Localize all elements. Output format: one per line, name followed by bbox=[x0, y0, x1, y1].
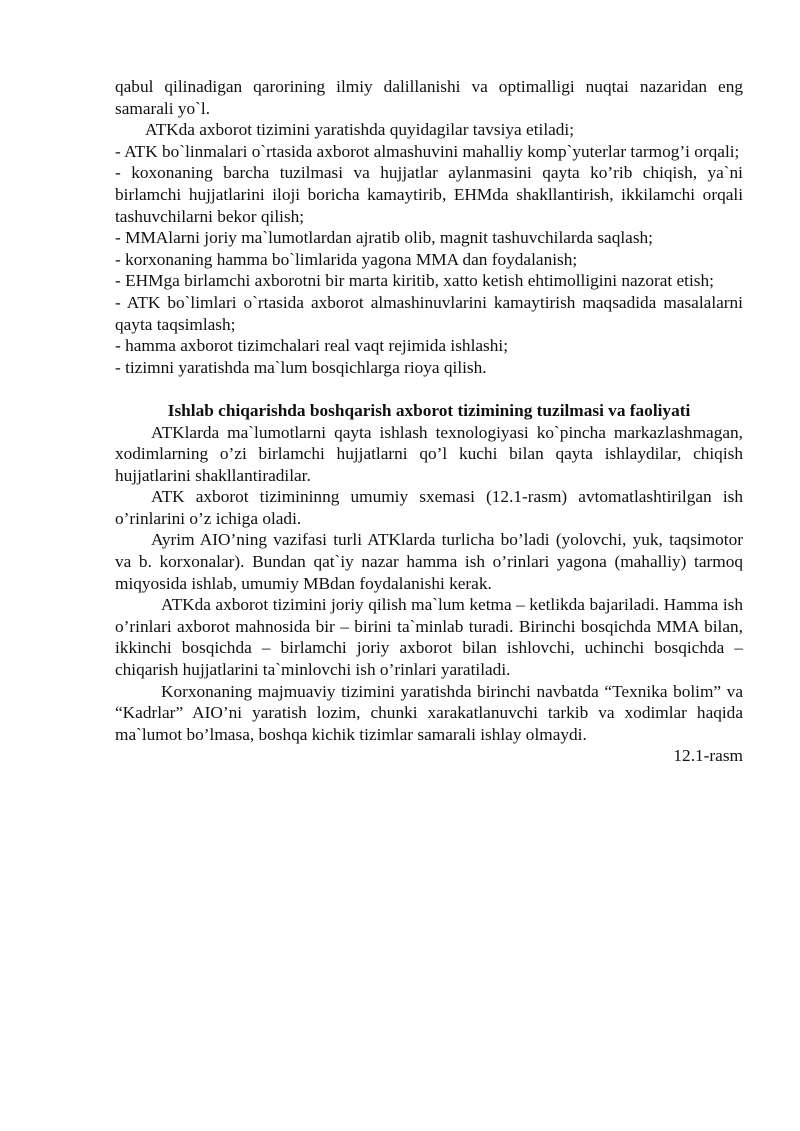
section-heading: Ishlab chiqarishda boshqarish axborot tizimining tuzilmasi va faoliyati bbox=[167, 400, 691, 420]
list-item: - MMAlarni joriy ma`lumotlardan ajratib olib, magnit tashuvchilarda saqlash; bbox=[115, 228, 653, 248]
paragraph-body: ATK axborot tizimininng umumiy sxemasi (12.1-rasm) avtomatlashtirilgan ish o’rinlarini o’z ichiga oladi. bbox=[115, 487, 743, 528]
figure-caption: 12.1-rasm bbox=[673, 746, 743, 766]
paragraph-intro: qabul qilinadigan qarorining ilmiy dalillanishi va optimalligi nuqtai nazaridan eng samarali yo`l. bbox=[115, 77, 743, 118]
list-item: - tizimni yaratishda ma`lum bosqichlarga rioya qilish. bbox=[115, 357, 487, 377]
list-item: - EHMga birlamchi axborotni bir marta kiritib, xatto ketish ehtimolligini nazorat etish; bbox=[115, 271, 714, 291]
paragraph-body: ATKda axborot tizimini joriy qilish ma`lum ketma – ketlikda bajariladi. Hamma ish o’rinlari axborot mahnosida bir – birini ta`minlab turadi. Birinchi bosqichda MMA bilan, ikkinchi bosqichda – birlamchi joriy axborot bilan ishlovchi, uchinchi bosqichda – chiqarish hujjatlarini ta`minlovchi ish o’rinlari yaratiladi. bbox=[115, 595, 743, 680]
list-item: - ATK bo`linmalari o`rtasida axborot almashuvini mahalliy komp`yuterlar tarmog’i orqali; bbox=[115, 141, 740, 161]
paragraph-body: Korxonaning majmuaviy tizimini yaratishda birinchi navbatda “Texnika bolim” va “Kadrlar” AIO’ni yaratish lozim, chunki xarakatlanuvchi tarkib va xodimlar haqida ma`lumot bo’lmasa, boshqa kichik tizimlar samarali ishlay olmaydi. bbox=[115, 681, 743, 744]
list-item: - hamma axborot tizimchalari real vaqt rejimida ishlashi; bbox=[115, 336, 509, 356]
list-item: - ATK bo`limlari o`rtasida axborot almashinuvlarini kamaytirish maqsadida masalalarni qayta taqsimlash; bbox=[115, 292, 743, 334]
paragraph-recommendations-lead: ATKda axborot tizimini yaratishda quyidagilar tavsiya etiladi; bbox=[145, 120, 575, 140]
list-item: - korxonaning hamma bo`limlarida yagona MMA dan foydalanish; bbox=[115, 249, 578, 269]
list-item: - koxonaning barcha tuzilmasi va hujjatlar aylanmasini qayta ko’rib chiqish, ya`ni birlamchi hujjatlarini iloji boricha kamaytirib, EHMda shakllantirish, ikkilamchi orqali tashuvchilarni bekor qilish; bbox=[115, 163, 743, 226]
paragraph-body: ATKlarda ma`lumotlarni qayta ishlash texnologiyasi ko`pincha markazlashmagan, xodimlarning o’zi birlamchi hujjatlarni qo’l kuchi bilan qayta ishlaydilar, chiqish hujjatlarini shakllantiradilar. bbox=[115, 422, 743, 485]
paragraph-body: Ayrim AIO’ning vazifasi turli ATKlarda turlicha bo’ladi (yolovchi, yuk, taqsimotor va b. korxonalar). Bundan qat`iy nazar hamma ish o’rinlari yagona (mahalliy) tarmoq miqyosida ishlab, umumiy MBdan foydalanishi kerak. bbox=[115, 530, 743, 593]
document-page bbox=[115, 76, 743, 767]
